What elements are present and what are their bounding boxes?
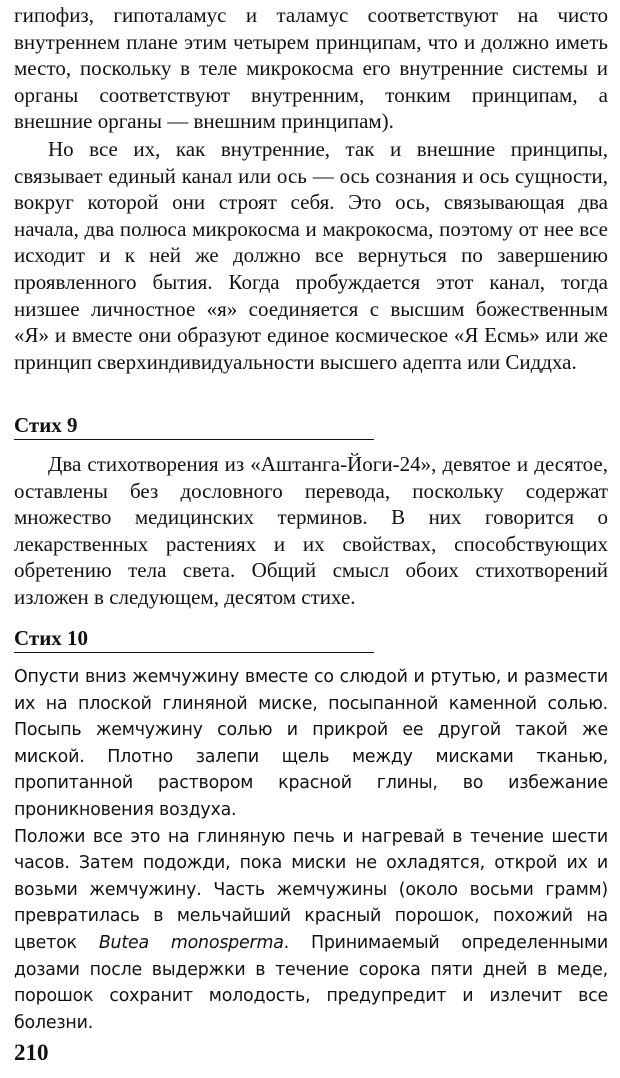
verse-10-text-b: . Принимаемый определенными дозами после выдержки в течение сорока пяти дней в меде, порошок сохранит молодость, предупредит и излечит все болезни. <box>14 932 608 1033</box>
verse-10-rule <box>14 652 374 653</box>
verse-9-rule <box>14 439 374 440</box>
verse-10-text-a: Положи все это на глиняную печь и нагревай в течение шести часов. Затем подожди, пока миски не охладятся, открой их и возьми жемчужину. Часть жемчужины (около восьми грамм) превратилась в мельчайший красный порошок, похожий на цветок <box>14 826 608 953</box>
verse-9-section <box>14 412 608 611</box>
verse-9-paragraph: Два стихотворения из «Аштанга-Йоги-24», девятое и десятое, оставлены без дословного перевода, поскольку содержат множество медицинских терминов. В них говорится о лекарственных растениях и их свойствах, способствующих обретению тела света. Общий смысл обоих стихотворений изложен в следующем, десятом стихе. <box>14 452 608 609</box>
intro-block <box>14 2 608 375</box>
plant-name-italic: Butea monosperma <box>98 932 284 953</box>
page-number: 210 <box>14 1040 49 1065</box>
paragraph-axis: Но все их, как внутренние, так и внешние принципы, связывает единый канал или ось — ось сознания и ось сущности, вокруг которой они строят себя. Это ось, связывающая два начала, два полюса микрокосма и макрокосма, поэтому от нее все исходит и к ней же должно все вернуться по завершению проявленного бытия. Когда пробуждается этот канал, тогда низшее личностное «я» соединяется с высшим божественным «Я» и вместе они образуют единое космическое «Я Есмь» или же принцип сверхиндивидуальности высшего адепта или Сиддха. <box>14 136 608 374</box>
verse-10-paragraph-2 <box>14 824 608 1037</box>
verse-10-heading: Стих 10 <box>14 626 89 650</box>
verse-9-heading: Стих 9 <box>14 413 78 437</box>
paragraph-intro: гипофиз, гипоталамус и таламус соответствуют на чисто внутреннем плане этим четырем принципам, что и должно иметь место, поскольку в теле микрокосма его внутренние системы и органы соответствуют внутренним, тонким принципам, а внешние органы — внешним принципам). <box>14 3 608 134</box>
verse-10-paragraph-1: Опусти вниз жемчужину вместе со слюдой и ртутью, и размести их на плоской глиняной миске, посыпанной каменной солью. Посыпь жемчужину солью и прикрой ее другой такой же миской. Плотно залепи щель между мисками тканью, пропитанной раствором красной глины, во избежание проникновения воздуха. <box>14 667 608 820</box>
verse-10-section <box>14 625 608 1036</box>
